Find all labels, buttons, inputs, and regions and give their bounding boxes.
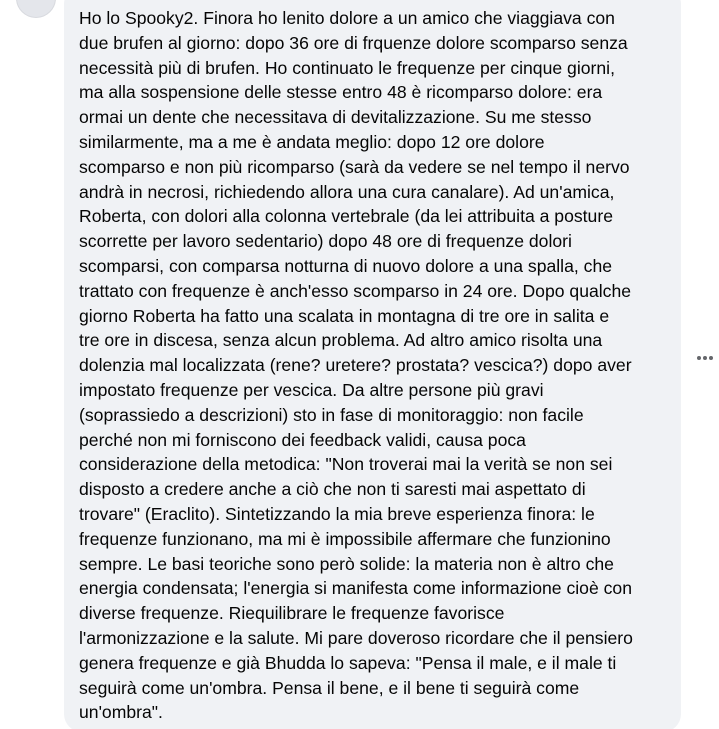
more-horizontal-icon: [696, 355, 714, 361]
more-options-button[interactable]: [694, 348, 716, 368]
avatar[interactable]: [16, 0, 56, 18]
comment-text: Ho lo Spooky2. Finora ho lenito dolore a un amico che viaggiava con due brufen al giorno: dopo 36 ore di frquenze dolore scomparso senza necessità più di brufen. Ho continuato le frequenze per cinque giorni, ma alla sospensione delle stesse entro 48 è ricomparso dolore: era ormai un dente che necessitava di devitalizzazione. Su me stesso similarmente, ma a me è andata meglio: dopo 12 ore dolore scomparso e non più ricomparso (sarà da vedere se nel tempo il nervo andrà in necrosi, richiedendo allora una cura canalare). Ad un'amica, Roberta, con dolori alla colonna vertebrale (da lei attribuita a posture scorrette per lavoro sedentario) dopo 48 ore di frequenze dolori scomparsi, con comparsa notturna di nuovo dolore a una spalla, che trattato con frequenze è anch'esso scomparso in 24 ore. Dopo qualche giorno Roberta ha fatto una scalata in montagna di tre ore in salita e tre ore in discesa, senza alcun problema. Ad altro amico risolta una dolenzia mal localizzata (rene? uretere? prostata? vescica?) dopo aver impostato frequenze per vescica. Da altre persone più gravi (soprassiedo a descrizioni) sto in fase di monitoraggio: non facile perché non mi forniscono dei feedback validi, causa poca considerazione della metodica: "Non troverai mai la verità se non sei disposto a credere anche a ciò che non ti saresti mai aspettato di trovare" (Eraclito). Sintetizzando la mia breve esperienza finora: le frequenze funzionano, ma mi è impossibile affermare che funzionino sempre. Le basi teoriche sono però solide: la materia non è altro che energia condensata; l'energia si manifesta come informazione cioè con diverse frequenze. Riequilibrare le frequenze favorisce l'armonizzazione e la salute. Mi pare doveroso ricordare che il pensiero genera frequenze e già Bhudda lo sapeva: "Pensa il male, e il male ti seguirà come un'ombra. Pensa il bene, e il bene ti seguirà come un'ombra".: [79, 8, 633, 723]
comment-bubble: [64, 0, 681, 729]
